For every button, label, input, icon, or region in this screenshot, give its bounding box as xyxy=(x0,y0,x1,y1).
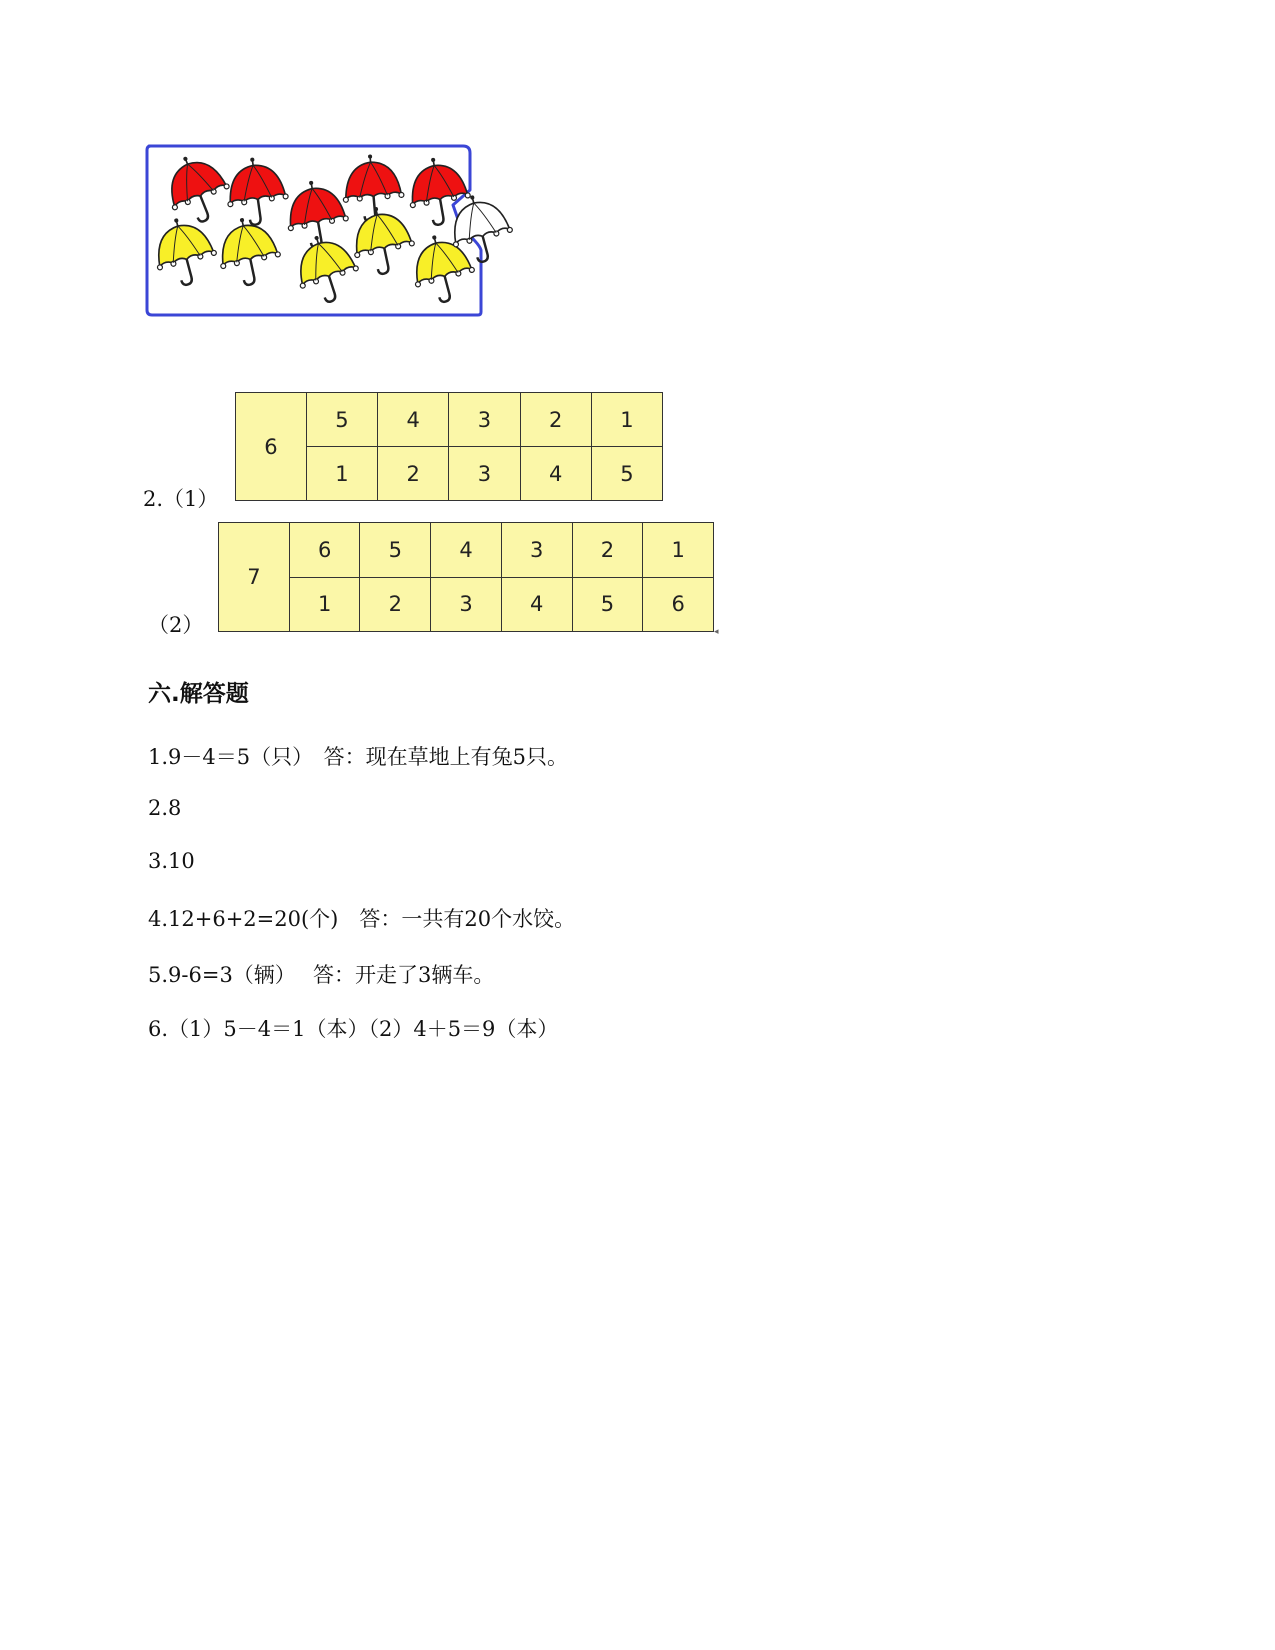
top-cell: 3 xyxy=(449,393,520,447)
bottom-cell: 5 xyxy=(591,447,662,501)
total-cell: 6 xyxy=(236,393,307,501)
top-cell: 2 xyxy=(572,523,643,578)
q2-label-1: 2.（1） xyxy=(143,487,219,511)
bottom-cell: 2 xyxy=(360,577,431,632)
trailing-mark: ◂ xyxy=(714,627,719,637)
decomposition-table-6 xyxy=(235,392,663,501)
bottom-cell: 4 xyxy=(520,447,591,501)
top-cell: 4 xyxy=(431,523,502,578)
top-cell: 4 xyxy=(378,393,449,447)
bottom-cell: 3 xyxy=(449,447,520,501)
answer-line: 2.8 xyxy=(148,796,182,820)
umbrella-figure xyxy=(143,140,528,320)
top-cell: 5 xyxy=(360,523,431,578)
top-cell: 1 xyxy=(591,393,662,447)
top-cell: 6 xyxy=(289,523,360,578)
section-heading: 六.解答题 xyxy=(148,681,249,707)
top-cell: 3 xyxy=(501,523,572,578)
bottom-cell: 3 xyxy=(431,577,502,632)
q2-label-2: （2） xyxy=(148,613,204,637)
bottom-cell: 2 xyxy=(378,447,449,501)
answer-line: 3.10 xyxy=(148,849,195,873)
top-cell: 1 xyxy=(643,523,714,578)
answer-line: 4.12+6+2=20(个) 答：一共有20个水饺。 xyxy=(148,907,576,931)
total-cell: 7 xyxy=(219,523,290,632)
bottom-cell: 1 xyxy=(306,447,377,501)
bottom-cell: 5 xyxy=(572,577,643,632)
bottom-cell: 4 xyxy=(501,577,572,632)
answer-line: 1.9－4＝5（只） 答：现在草地上有兔5只。 xyxy=(148,745,568,769)
top-cell: 2 xyxy=(520,393,591,447)
top-cell: 5 xyxy=(306,393,377,447)
decomposition-table-7 xyxy=(218,522,714,632)
bottom-cell: 6 xyxy=(643,577,714,632)
answer-line: 6.（1）5－4＝1（本）（2）4＋5＝9（本） xyxy=(148,1017,559,1041)
answer-line: 5.9-6=3（辆） 答：开走了3辆车。 xyxy=(148,963,495,987)
bottom-cell: 1 xyxy=(289,577,360,632)
